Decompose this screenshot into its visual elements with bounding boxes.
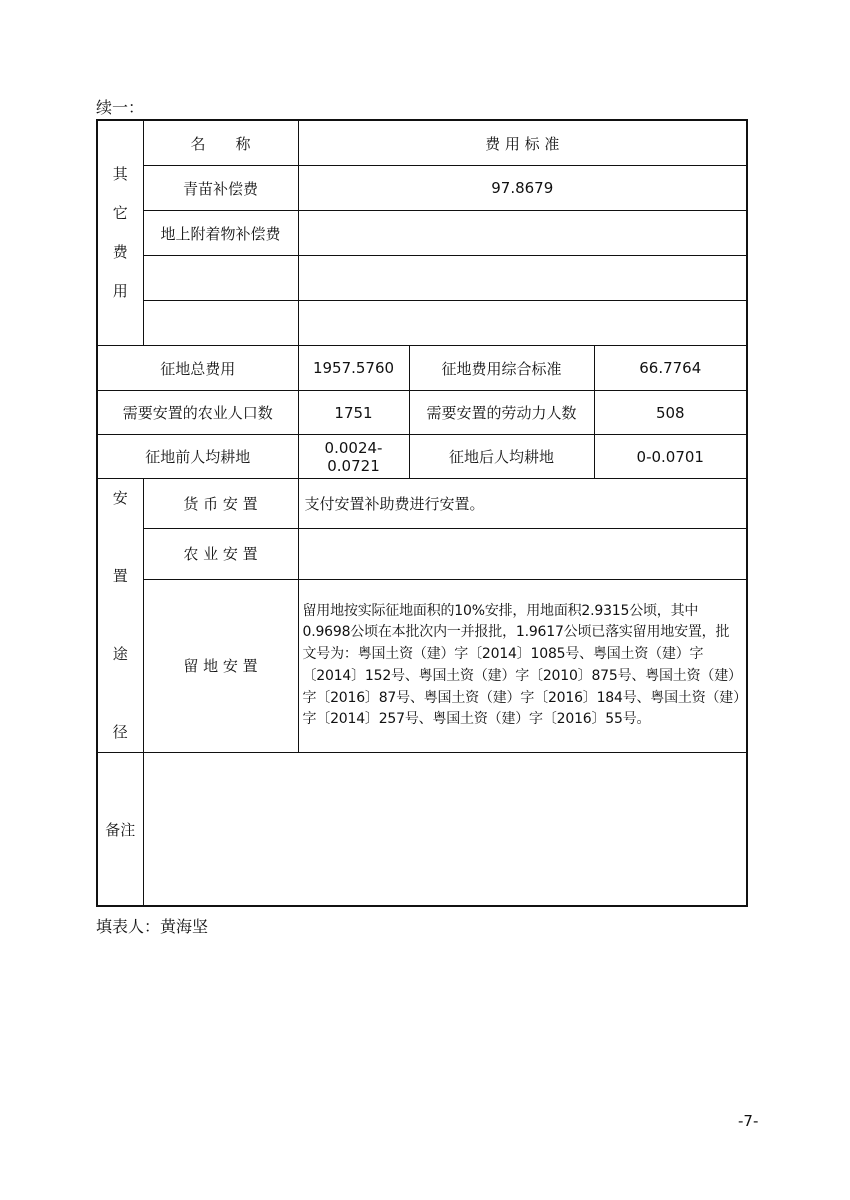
land-acquisition-form [96,119,746,900]
farmland-before-label: 征地前人均耕地 [97,435,298,479]
total-cost-value: 1957.5760 [298,346,409,391]
fee-value-cell: 97.8679 [298,166,747,211]
remarks-label: 备注 [97,753,143,907]
reserved-land-resettlement-label: 留 地 安 置 [143,579,298,752]
fee-name-cell: 地上附着物补偿费 [143,211,298,256]
labor-count-label: 需要安置的劳动力人数 [409,391,594,435]
page-number: -7- [738,1112,759,1130]
composite-standard-label: 征地费用综合标准 [409,346,594,391]
form-filler: 填表人：黄海坚 [96,917,209,936]
col-header-standard: 费 用 标 准 [298,120,747,166]
farmland-before-value: 0.0024-0.0721 [298,435,409,479]
form-table [96,119,748,907]
monetary-resettlement-value: 支付安置补助费进行安置。 [298,479,747,529]
fee-name-cell [143,256,298,301]
monetary-resettlement-label: 货 币 安 置 [143,479,298,529]
fee-value-cell [298,301,747,346]
labor-count-value: 508 [594,391,747,435]
col-header-name: 名 称 [143,120,298,166]
farmland-after-label: 征地后人均耕地 [409,435,594,479]
farmland-after-value: 0-0.0701 [594,435,747,479]
total-cost-label: 征地总费用 [97,346,298,391]
agri-population-label: 需要安置的农业人口数 [97,391,298,435]
other-fees-section-label: 其 它 费 用 [97,120,143,346]
fee-value-cell [298,256,747,301]
agricultural-resettlement-label: 农 业 安 置 [143,529,298,579]
composite-standard-value: 66.7764 [594,346,747,391]
resettlement-section-label: 安 置 途 径 [97,479,143,753]
reserved-land-resettlement-value: 留用地按实际征地面积的10%安排，用地面积2.9315公顷，其中0.9698公顷在本批次内一并报批，1.9617公顷已落实留用地安置，批文号为：粤国土资（建）字〔2014〕1085号、粤国土资（建）字〔2014〕152号、粤国土资（建）字〔2010〕875号、粤国土资（建）字〔2016〕87号、粤国土资（建）字〔2016〕184号、粤国土资（建）字〔2014〕257号、粤国土资（建）字〔2016〕55号。 [298,579,747,752]
fee-name-cell [143,301,298,346]
fee-name-cell: 青苗补偿费 [143,166,298,211]
fee-value-cell [298,211,747,256]
agri-population-value: 1751 [298,391,409,435]
continuation-heading: 续一： [96,98,145,117]
agricultural-resettlement-value [298,529,747,579]
remarks-value [143,753,747,907]
